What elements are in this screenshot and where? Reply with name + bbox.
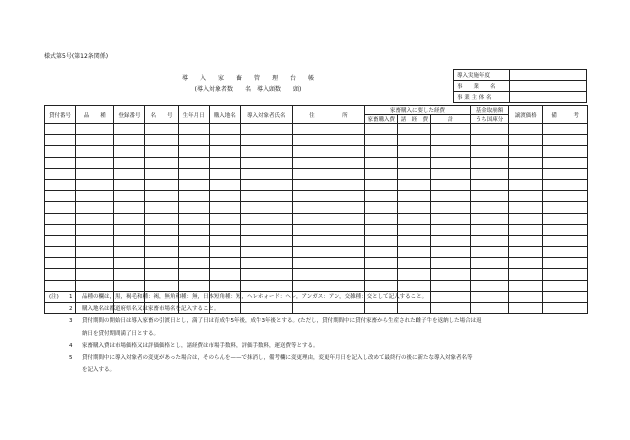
- table-cell[interactable]: [365, 124, 398, 135]
- table-cell[interactable]: [178, 191, 209, 202]
- table-cell[interactable]: [398, 202, 431, 213]
- note-item: [49, 352, 482, 364]
- table-cell[interactable]: [178, 202, 209, 213]
- table-cell[interactable]: [145, 224, 178, 235]
- table-cell[interactable]: [509, 303, 543, 314]
- table-cell[interactable]: [292, 179, 365, 190]
- document-title: 導 入 家 畜 管 理 台 帳: [181, 75, 314, 82]
- table-cell[interactable]: [431, 280, 470, 291]
- info-row-project: [454, 81, 587, 92]
- table-cell[interactable]: [45, 124, 76, 135]
- info-label-project: 事 業 名: [454, 81, 510, 92]
- table-cell[interactable]: [365, 135, 398, 146]
- table-cell[interactable]: [398, 280, 431, 291]
- table-cell[interactable]: [431, 269, 470, 280]
- table-cell[interactable]: [145, 280, 178, 291]
- table-cell[interactable]: [398, 179, 431, 190]
- table-cell[interactable]: [470, 247, 508, 258]
- info-row-year: [454, 70, 587, 81]
- table-row: [45, 258, 588, 269]
- table-cell[interactable]: [240, 191, 292, 202]
- table-cell[interactable]: [240, 224, 292, 235]
- table-cell[interactable]: [292, 191, 365, 202]
- table-cell[interactable]: [292, 258, 365, 269]
- table-cell[interactable]: [470, 224, 508, 235]
- table-cell[interactable]: [114, 157, 145, 168]
- table-row: [45, 191, 588, 202]
- table-cell[interactable]: [470, 213, 508, 224]
- note-continuation: 納日を貸付期間満了日とする。: [82, 330, 160, 337]
- notes: [49, 291, 482, 376]
- table-cell[interactable]: [509, 124, 543, 135]
- table-cell[interactable]: [76, 235, 114, 246]
- table-cell[interactable]: [145, 247, 178, 258]
- table-cell[interactable]: [76, 124, 114, 135]
- table-cell[interactable]: [114, 146, 145, 157]
- table-cell[interactable]: [240, 124, 292, 135]
- table-cell[interactable]: [45, 179, 76, 190]
- table-cell[interactable]: [114, 213, 145, 224]
- table-cell[interactable]: [209, 235, 240, 246]
- note-prefix: [49, 315, 69, 327]
- table-cell[interactable]: [45, 213, 76, 224]
- table-cell[interactable]: [543, 280, 588, 291]
- table-cell[interactable]: [145, 135, 178, 146]
- table-cell[interactable]: [45, 224, 76, 235]
- table-cell[interactable]: [209, 269, 240, 280]
- table-cell[interactable]: [45, 235, 76, 246]
- table-cell[interactable]: [398, 191, 431, 202]
- table-cell[interactable]: [209, 124, 240, 135]
- col-recipient-name: 導入対象者氏名: [240, 106, 292, 124]
- table-cell[interactable]: [365, 235, 398, 246]
- table-cell[interactable]: [45, 135, 76, 146]
- group-subsidy: 基金取崩額: [470, 106, 508, 115]
- table-cell[interactable]: [431, 179, 470, 190]
- table-cell[interactable]: [209, 280, 240, 291]
- note-number: 5: [69, 355, 73, 362]
- table-cell[interactable]: [145, 157, 178, 168]
- table-cell[interactable]: [114, 124, 145, 135]
- note-text: 貸付期間中に導入対象者の変更があった場合は，そのらんを——で抹消し，備考欄に変更理由，変更年月日を記入し改めて最終行の後に新たな導入対象者名等: [82, 355, 473, 362]
- table-cell[interactable]: [398, 235, 431, 246]
- note-text: 品種の欄は，黒，褐毛和種：褐，無角和種：無，日本短角種：短，ヘレホォード：ヘレ，アンガス：アン，交雑種：交として記入すること。: [82, 294, 428, 300]
- table-cell[interactable]: [145, 168, 178, 179]
- note-text: 購入地名は都道府県名又は家畜市場名を記入すること。: [82, 306, 220, 313]
- table-cell[interactable]: [240, 280, 292, 291]
- table-cell[interactable]: [209, 135, 240, 146]
- table-cell[interactable]: [509, 168, 543, 179]
- header-row-group: [45, 106, 588, 115]
- table-cell[interactable]: [145, 213, 178, 224]
- table-cell[interactable]: [543, 258, 588, 269]
- table-cell[interactable]: [292, 235, 365, 246]
- col-total: 計: [431, 115, 470, 124]
- table-cell[interactable]: [543, 303, 588, 314]
- table-cell[interactable]: [240, 247, 292, 258]
- col-transfer-price: 譲渡価格: [509, 106, 543, 124]
- note-item: [49, 340, 482, 352]
- table-cell[interactable]: [145, 258, 178, 269]
- table-cell[interactable]: [240, 135, 292, 146]
- table-cell[interactable]: [240, 235, 292, 246]
- table-cell[interactable]: [209, 191, 240, 202]
- table-cell[interactable]: [470, 146, 508, 157]
- table-cell[interactable]: [292, 280, 365, 291]
- table-cell[interactable]: [398, 213, 431, 224]
- col-registration-number: 登録番号: [114, 106, 145, 124]
- table-cell[interactable]: [365, 247, 398, 258]
- table-cell[interactable]: [240, 269, 292, 280]
- table-cell[interactable]: [209, 146, 240, 157]
- table-cell[interactable]: [543, 157, 588, 168]
- table-cell[interactable]: [365, 258, 398, 269]
- table-cell[interactable]: [509, 213, 543, 224]
- table-cell[interactable]: [178, 146, 209, 157]
- table-cell[interactable]: [509, 247, 543, 258]
- table-cell[interactable]: [543, 146, 588, 157]
- table-row: [45, 280, 588, 291]
- table-cell[interactable]: [76, 258, 114, 269]
- info-label-entity: 事 業 主 体 名: [454, 92, 510, 103]
- table-cell[interactable]: [240, 258, 292, 269]
- table-cell[interactable]: [178, 224, 209, 235]
- table-cell[interactable]: [76, 202, 114, 213]
- table-cell[interactable]: [470, 235, 508, 246]
- col-remarks: 備 考: [543, 106, 588, 124]
- table-cell[interactable]: [209, 258, 240, 269]
- table-cell[interactable]: [365, 213, 398, 224]
- table-cell[interactable]: [431, 247, 470, 258]
- note-item: [49, 303, 482, 315]
- table-cell[interactable]: [509, 191, 543, 202]
- table-cell[interactable]: [114, 258, 145, 269]
- table-cell[interactable]: [45, 202, 76, 213]
- col-national-share: うち国庫分: [470, 115, 508, 124]
- table-cell[interactable]: [114, 168, 145, 179]
- table-cell[interactable]: [398, 124, 431, 135]
- table-cell[interactable]: [145, 269, 178, 280]
- table-cell[interactable]: [76, 168, 114, 179]
- table-cell[interactable]: [509, 202, 543, 213]
- ledger-table: [44, 105, 588, 314]
- table-cell[interactable]: [543, 168, 588, 179]
- table-cell[interactable]: [240, 179, 292, 190]
- table-cell[interactable]: [292, 247, 365, 258]
- table-cell[interactable]: [365, 224, 398, 235]
- table-cell[interactable]: [114, 135, 145, 146]
- table-cell[interactable]: [76, 146, 114, 157]
- col-name: 名 号: [145, 106, 178, 124]
- table-cell[interactable]: [470, 191, 508, 202]
- table-row: [45, 224, 588, 235]
- table-cell[interactable]: [398, 269, 431, 280]
- table-cell[interactable]: [76, 157, 114, 168]
- table-cell[interactable]: [543, 247, 588, 258]
- table-row: [45, 157, 588, 168]
- table-cell[interactable]: [509, 146, 543, 157]
- table-cell[interactable]: [178, 213, 209, 224]
- info-label-year: 導入実施年度: [454, 70, 510, 81]
- group-purchase-cost: 家畜購入に要した経費: [365, 106, 471, 115]
- document-subtitle: (導入対象者数 名 導入頭数 頭): [194, 86, 302, 93]
- table-cell[interactable]: [76, 269, 114, 280]
- col-address: 住 所: [292, 106, 365, 124]
- table-cell[interactable]: [240, 168, 292, 179]
- table-cell[interactable]: [365, 157, 398, 168]
- note-item: [49, 315, 482, 327]
- col-breed: 品 種: [76, 106, 114, 124]
- table-cell[interactable]: [45, 157, 76, 168]
- table-cell[interactable]: [76, 247, 114, 258]
- table-cell[interactable]: [292, 202, 365, 213]
- table-cell[interactable]: [470, 179, 508, 190]
- table-cell[interactable]: [431, 168, 470, 179]
- table-cell[interactable]: [292, 124, 365, 135]
- table-cell[interactable]: [398, 247, 431, 258]
- col-birth-date: 生年月日: [178, 106, 209, 124]
- table-cell[interactable]: [509, 291, 543, 302]
- table-cell[interactable]: [431, 202, 470, 213]
- note-number: 1: [69, 294, 73, 300]
- table-cell[interactable]: [114, 269, 145, 280]
- table-cell[interactable]: [209, 213, 240, 224]
- table-row: [45, 235, 588, 246]
- table-cell[interactable]: [470, 157, 508, 168]
- table-cell[interactable]: [543, 191, 588, 202]
- table-cell[interactable]: [292, 168, 365, 179]
- table-cell[interactable]: [114, 179, 145, 190]
- col-livestock-cost: 家畜購入費: [365, 115, 398, 124]
- table-cell[interactable]: [470, 280, 508, 291]
- table-row: [45, 202, 588, 213]
- table-cell[interactable]: [509, 135, 543, 146]
- table-cell[interactable]: [543, 135, 588, 146]
- col-expenses: 諸 経 費: [398, 115, 431, 124]
- table-cell[interactable]: [398, 135, 431, 146]
- table-cell[interactable]: [509, 269, 543, 280]
- table-cell[interactable]: [398, 146, 431, 157]
- table-cell[interactable]: [365, 179, 398, 190]
- table-cell[interactable]: [509, 280, 543, 291]
- table-cell[interactable]: [543, 213, 588, 224]
- table-cell[interactable]: [365, 269, 398, 280]
- table-cell[interactable]: [470, 124, 508, 135]
- note-number: 4: [69, 342, 73, 349]
- table-cell[interactable]: [45, 247, 76, 258]
- table-cell[interactable]: [114, 247, 145, 258]
- table-cell[interactable]: [45, 191, 76, 202]
- table-cell[interactable]: [209, 247, 240, 258]
- table-cell[interactable]: [178, 157, 209, 168]
- table-cell[interactable]: [45, 258, 76, 269]
- table-cell[interactable]: [431, 146, 470, 157]
- table-cell[interactable]: [76, 179, 114, 190]
- ledger-body: [45, 124, 588, 314]
- table-cell[interactable]: [431, 135, 470, 146]
- table-cell[interactable]: [178, 235, 209, 246]
- table-cell[interactable]: [431, 224, 470, 235]
- note-text: 貸付期間の開始日は導入家畜の引渡日とし，満了日は育成牛5年後，成牛3年後とする。(ただし，貸付期間中に貸付家畜から生産された雌子牛を返納した場合は返: [82, 318, 482, 325]
- col-purchase-place: 購入地名: [209, 106, 240, 124]
- table-cell[interactable]: [543, 269, 588, 280]
- info-box: [453, 69, 587, 103]
- table-cell[interactable]: [509, 179, 543, 190]
- table-row: [45, 168, 588, 179]
- table-cell[interactable]: [178, 124, 209, 135]
- table-cell[interactable]: [209, 179, 240, 190]
- table-row: [45, 146, 588, 157]
- table-cell[interactable]: [178, 269, 209, 280]
- table-cell[interactable]: [470, 269, 508, 280]
- table-cell[interactable]: [145, 124, 178, 135]
- note-prefix: [49, 340, 69, 352]
- table-cell[interactable]: [209, 224, 240, 235]
- table-cell[interactable]: [76, 280, 114, 291]
- col-loan-number: 貸付番号: [45, 106, 76, 124]
- note-prefix: (注): [49, 294, 59, 300]
- note-item: [49, 291, 482, 303]
- table-cell[interactable]: [240, 202, 292, 213]
- table-cell[interactable]: [509, 224, 543, 235]
- table-cell[interactable]: [292, 224, 365, 235]
- table-cell[interactable]: [209, 202, 240, 213]
- table-cell[interactable]: [543, 179, 588, 190]
- info-value-year[interactable]: [510, 70, 587, 81]
- table-row: [45, 213, 588, 224]
- table-cell[interactable]: [114, 191, 145, 202]
- table-cell[interactable]: [543, 235, 588, 246]
- table-cell[interactable]: [470, 202, 508, 213]
- table-cell[interactable]: [292, 146, 365, 157]
- note-prefix: [49, 303, 69, 315]
- table-cell[interactable]: [114, 202, 145, 213]
- table-cell[interactable]: [431, 124, 470, 135]
- table-cell[interactable]: [178, 280, 209, 291]
- table-cell[interactable]: [145, 146, 178, 157]
- table-cell[interactable]: [45, 146, 76, 157]
- table-cell[interactable]: [543, 124, 588, 135]
- note-text: 家畜購入費は市場価格又は評価価格とし，諸経費は市場手数料，評価手数料，運送費等とする。: [82, 342, 319, 349]
- table-cell[interactable]: [240, 157, 292, 168]
- table-cell[interactable]: [431, 157, 470, 168]
- table-cell[interactable]: [76, 135, 114, 146]
- table-cell[interactable]: [114, 280, 145, 291]
- table-cell[interactable]: [240, 213, 292, 224]
- table-row: [45, 135, 588, 146]
- table-cell[interactable]: [114, 224, 145, 235]
- table-cell[interactable]: [365, 191, 398, 202]
- note-continuation: を記入する。: [82, 367, 116, 374]
- table-cell[interactable]: [365, 280, 398, 291]
- table-cell[interactable]: [145, 235, 178, 246]
- note-prefix: [49, 352, 69, 364]
- table-cell[interactable]: [178, 135, 209, 146]
- table-cell[interactable]: [178, 258, 209, 269]
- table-cell[interactable]: [431, 191, 470, 202]
- table-cell[interactable]: [431, 258, 470, 269]
- table-cell[interactable]: [76, 191, 114, 202]
- table-cell[interactable]: [398, 258, 431, 269]
- table-cell[interactable]: [365, 168, 398, 179]
- table-cell[interactable]: [292, 157, 365, 168]
- table-cell[interactable]: [240, 146, 292, 157]
- table-cell[interactable]: [509, 258, 543, 269]
- table-cell[interactable]: [45, 168, 76, 179]
- table-cell[interactable]: [292, 269, 365, 280]
- table-cell[interactable]: [76, 224, 114, 235]
- table-cell[interactable]: [209, 157, 240, 168]
- table-row: [45, 179, 588, 190]
- table-cell[interactable]: [543, 291, 588, 302]
- info-row-entity: [454, 92, 587, 103]
- table-cell[interactable]: [178, 168, 209, 179]
- table-cell[interactable]: [431, 235, 470, 246]
- table-cell[interactable]: [178, 179, 209, 190]
- table-cell[interactable]: [543, 202, 588, 213]
- note-number: 2: [69, 306, 73, 313]
- table-cell[interactable]: [509, 235, 543, 246]
- table-cell[interactable]: [470, 258, 508, 269]
- table-cell[interactable]: [365, 202, 398, 213]
- table-cell[interactable]: [45, 280, 76, 291]
- table-cell[interactable]: [509, 157, 543, 168]
- table-cell[interactable]: [145, 179, 178, 190]
- table-cell[interactable]: [178, 247, 209, 258]
- table-cell[interactable]: [114, 235, 145, 246]
- info-value-entity[interactable]: [510, 92, 587, 103]
- table-row: [45, 124, 588, 135]
- table-cell[interactable]: [543, 224, 588, 235]
- table-cell[interactable]: [398, 157, 431, 168]
- table-cell[interactable]: [45, 269, 76, 280]
- table-cell[interactable]: [292, 213, 365, 224]
- table-cell[interactable]: [292, 135, 365, 146]
- table-cell[interactable]: [398, 224, 431, 235]
- form-number: 様式第5号(第12条関係): [44, 53, 109, 60]
- table-cell[interactable]: [145, 191, 178, 202]
- table-cell[interactable]: [365, 146, 398, 157]
- table-cell[interactable]: [76, 213, 114, 224]
- table-row: [45, 247, 588, 258]
- note-number: 3: [69, 318, 73, 325]
- table-cell[interactable]: [431, 213, 470, 224]
- table-cell[interactable]: [145, 202, 178, 213]
- info-value-project[interactable]: [510, 81, 587, 92]
- table-cell[interactable]: [470, 168, 508, 179]
- table-row: [45, 269, 588, 280]
- table-cell[interactable]: [209, 168, 240, 179]
- table-cell[interactable]: [398, 168, 431, 179]
- table-cell[interactable]: [470, 135, 508, 146]
